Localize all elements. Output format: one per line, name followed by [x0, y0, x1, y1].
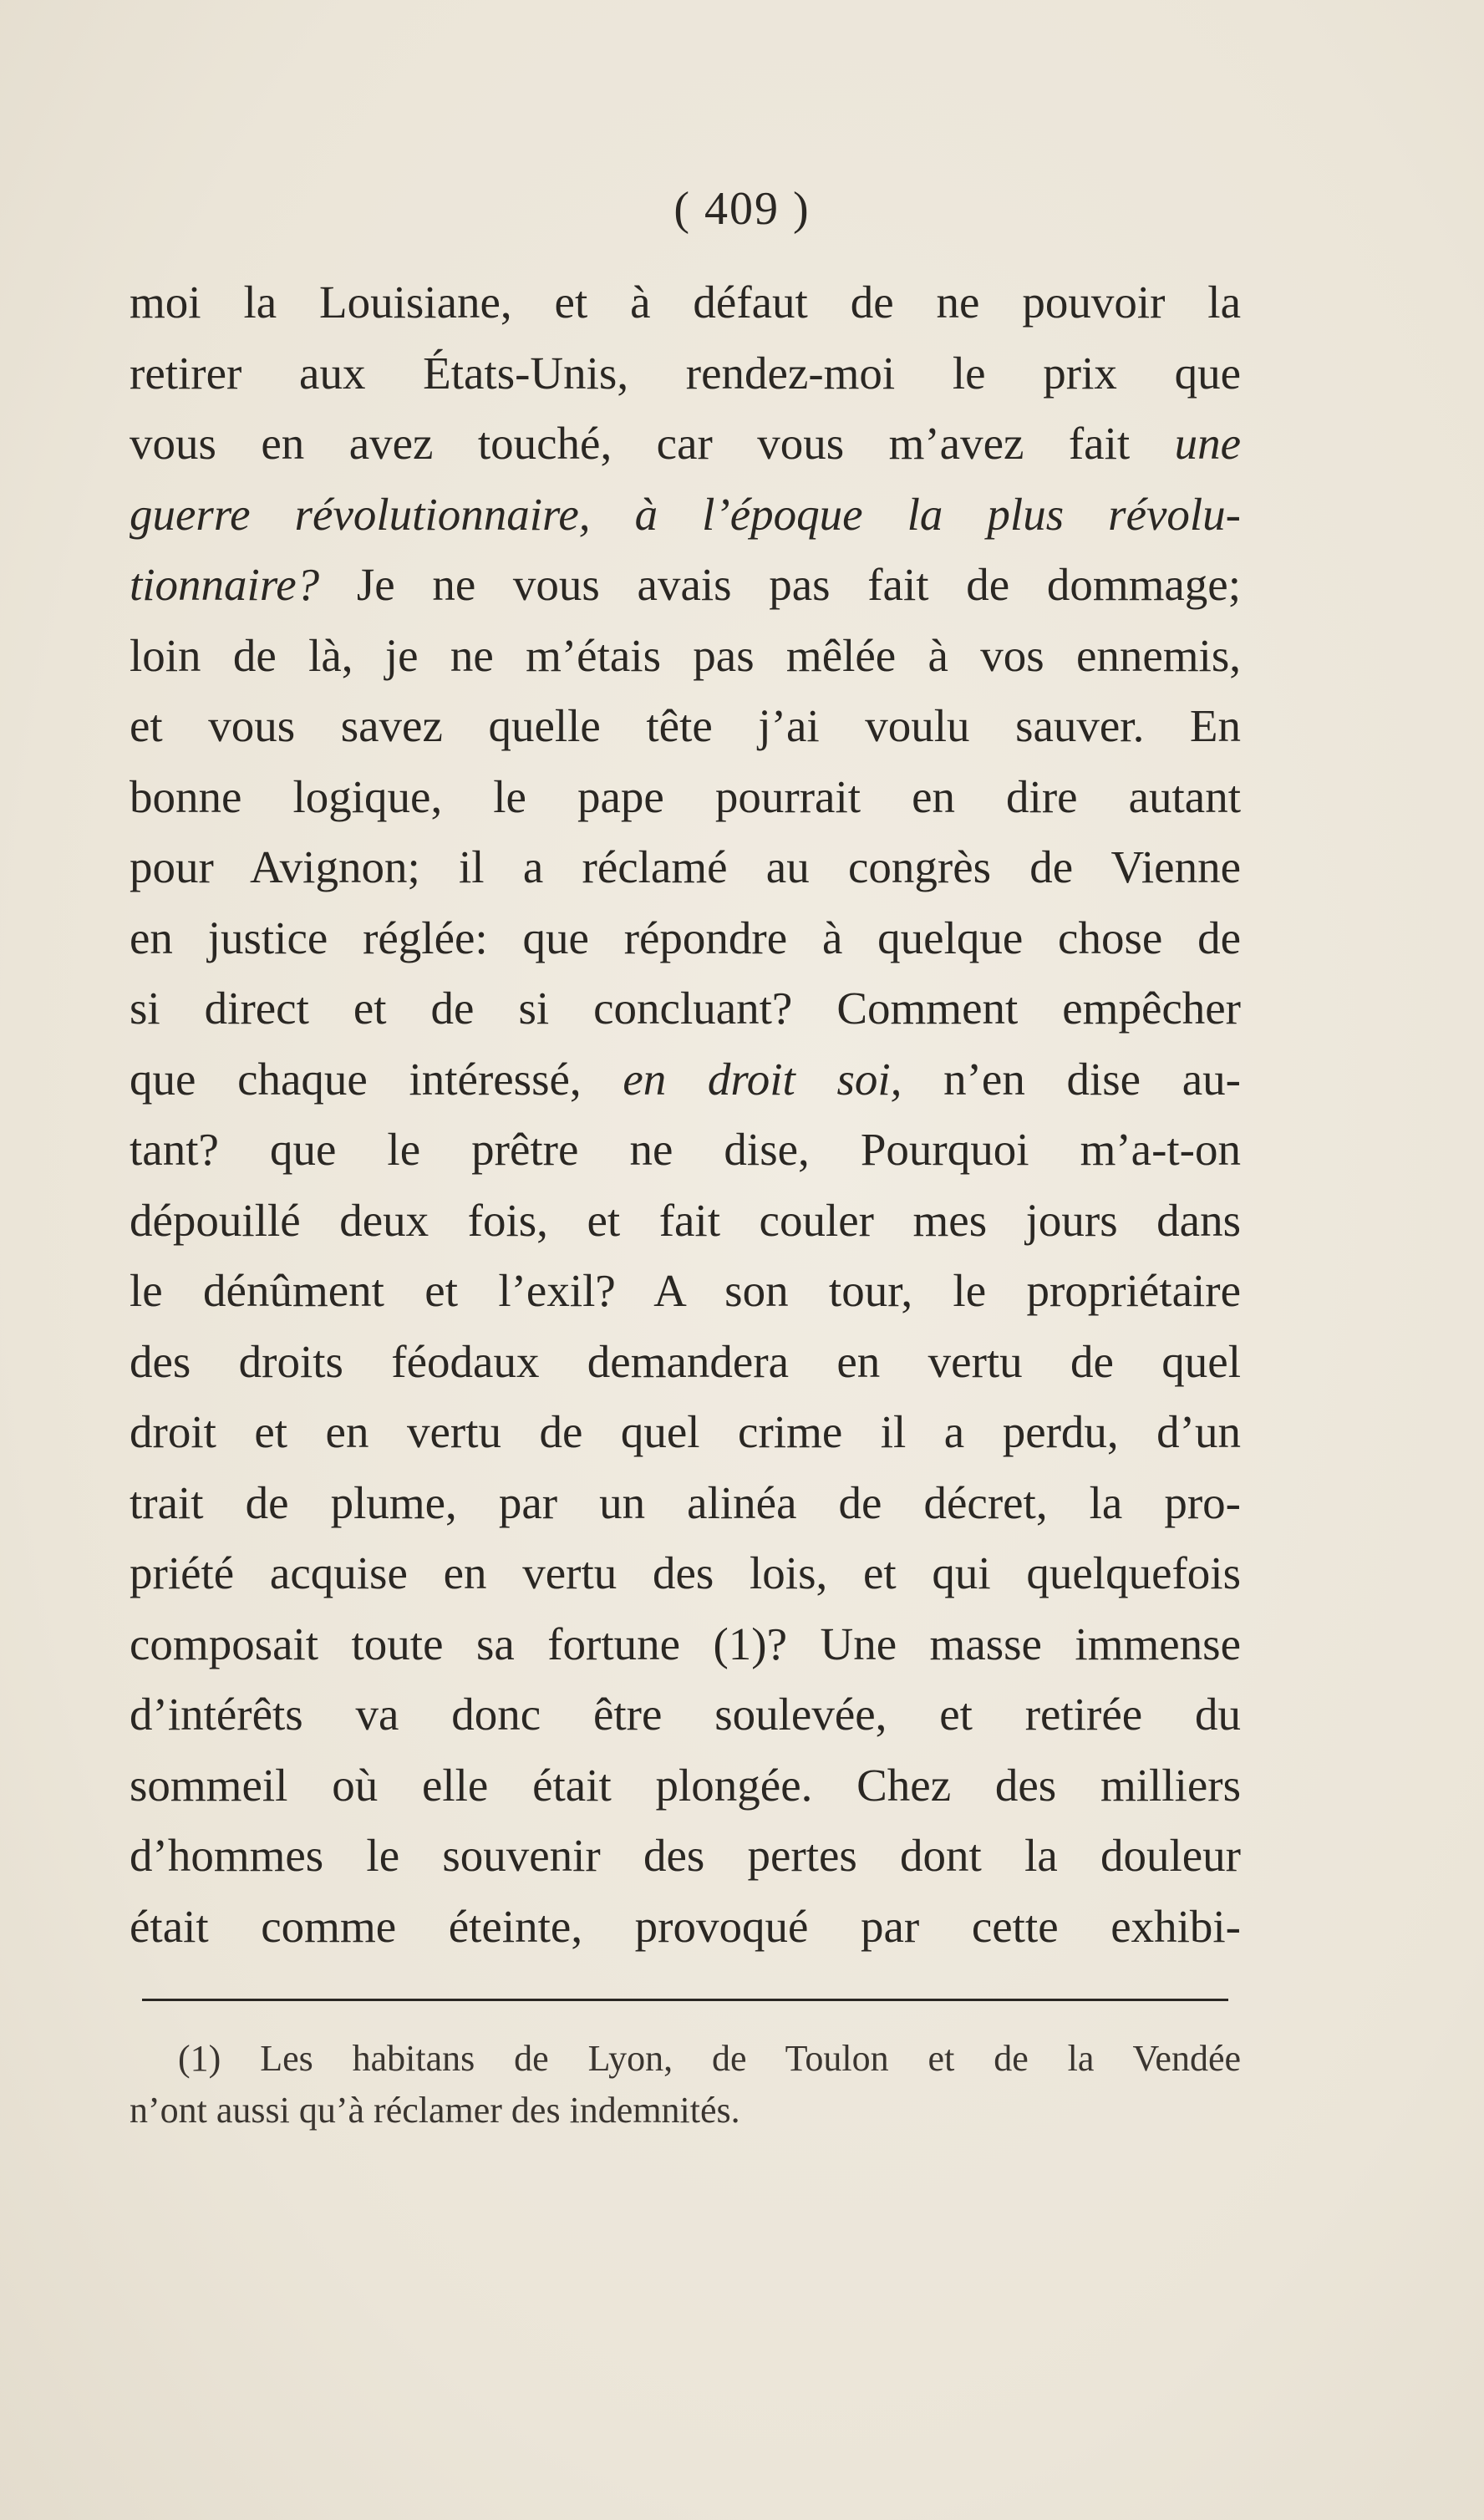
text-line: tant? que le prêtre ne dise, Pourquoi m’a-t-on — [130, 1124, 1241, 1175]
text-line: trait de plume, par un alinéa de décret, la pro- — [130, 1476, 1241, 1528]
text-line — [130, 550, 1241, 621]
text-line: pour Avignon; il a réclamé au congrès de Vienne — [130, 841, 1241, 892]
text-line: si direct et de si concluant? Comment empêcher — [130, 983, 1241, 1034]
footnote-divider — [142, 1999, 1228, 2001]
text-line: en justice réglée: que répondre à quelque chose de — [130, 912, 1241, 963]
footnote — [130, 2033, 1241, 2136]
italic-fragment: tionnaire? — [130, 559, 320, 610]
footnote-line: (1) Les habitans de Lyon, de Toulon et de la Vendée — [178, 2038, 1241, 2079]
text-fragment: Je ne vous avais pas fait de dommage; — [319, 559, 1241, 610]
text-line — [130, 409, 1241, 480]
text-line — [130, 1044, 1241, 1115]
text-line: priété acquise en vertu des lois, et qui quelquefois — [130, 1547, 1241, 1598]
text-line: d’intérêts va donc être soulevée, et retirée du — [130, 1689, 1241, 1740]
text-line: retirer aux États-Unis, rendez-moi le prix que — [130, 347, 1241, 399]
text-line: loin de là, je ne m’étais pas mêlée à vos ennemis, — [130, 629, 1241, 681]
text-line: moi la Louisiane, et à défaut de ne pouvoir la — [130, 277, 1241, 328]
italic-fragment: une — [1174, 418, 1241, 469]
text-line: composait toute sa fortune (1)? Une masse immense — [130, 1618, 1241, 1669]
footnote-line: n’ont aussi qu’à réclamer des indemnités. — [130, 2090, 740, 2131]
text-line: le dénûment et l’exil? A son tour, le propriétaire — [130, 1265, 1241, 1316]
text-line: sommeil où elle était plongée. Chez des milliers — [130, 1759, 1241, 1811]
text-line: droit et en vertu de quel crime il a perdu, d’un — [130, 1406, 1241, 1457]
main-text — [130, 267, 1241, 1962]
page-number: ( 409 ) — [673, 183, 811, 235]
text-fragment: vous en avez touché, car vous m’avez fait — [130, 418, 1175, 469]
text-line: dépouillé deux fois, et fait couler mes jours dans — [130, 1194, 1241, 1246]
text-line: d’hommes le souvenir des pertes dont la douleur — [130, 1830, 1241, 1881]
text-line: était comme éteinte, provoqué par cette exhibi- — [130, 1900, 1241, 1952]
italic-fragment: en droit soi, — [623, 1053, 902, 1105]
text-line: bonne logique, le pape pourrait en dire autant — [130, 770, 1241, 822]
text-fragment: que chaque intéressé, — [130, 1053, 623, 1105]
text-line: des droits féodaux demandera en vertu de quel — [130, 1335, 1241, 1387]
text-line: guerre révolutionnaire, à l’époque la plus révolu- — [130, 488, 1241, 540]
text-fragment: n’en dise au- — [902, 1053, 1241, 1105]
text-line: et vous savez quelle tête j’ai voulu sauver. En — [130, 700, 1241, 751]
